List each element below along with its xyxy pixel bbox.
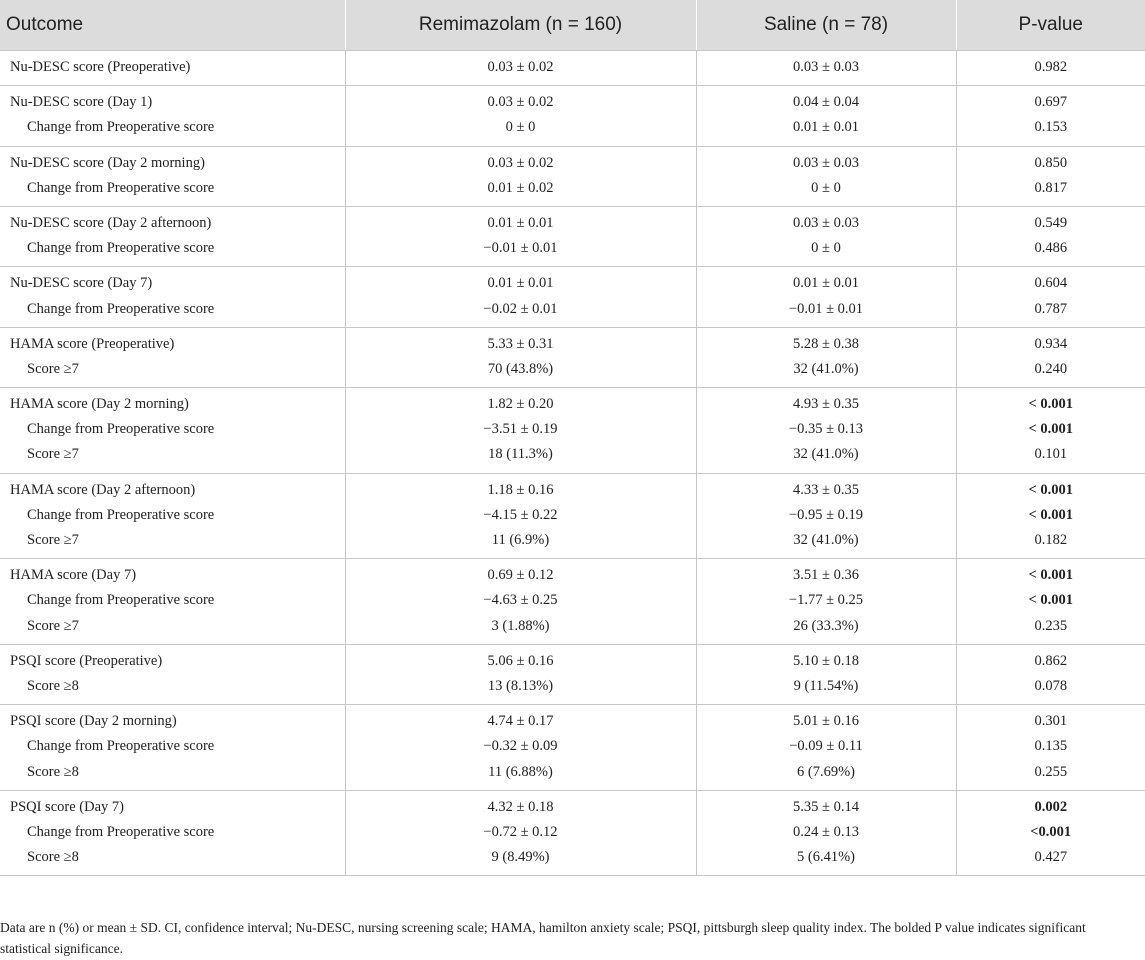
saline-value: 0.01 ± 0.01 <box>793 119 859 136</box>
remimazolam-cell <box>345 51 696 86</box>
remimazolam-value: 0.69 ± 0.12 <box>487 567 554 584</box>
p-value-cell <box>956 559 1145 645</box>
saline-cell <box>696 86 956 146</box>
p-value: 0.850 <box>1034 154 1068 171</box>
sub-outcome-label: Change from Preoperative score <box>27 592 215 609</box>
p-value: < 0.001 <box>1028 506 1073 523</box>
saline-value: 32 (41.0%) <box>793 446 859 463</box>
saline-cell <box>696 206 956 266</box>
sub-outcome-label: Score ≥7 <box>27 617 79 634</box>
p-value: 0.934 <box>1034 335 1068 352</box>
p-value: 0.078 <box>1034 677 1068 694</box>
outcome-label: Nu-DESC score (Day 2 afternoon) <box>10 214 212 231</box>
p-value: 0.182 <box>1034 532 1068 548</box>
outcome-label: Nu-DESC score (Day 2 morning) <box>10 154 205 171</box>
remimazolam-value: 11 (6.9%) <box>491 532 550 548</box>
p-value: 0.862 <box>1034 652 1068 669</box>
table-body <box>0 51 1145 876</box>
remimazolam-value: 0.03 ± 0.02 <box>487 59 554 75</box>
outcome-cell <box>0 267 345 327</box>
outcome-label: PSQI score (Preoperative) <box>10 652 163 669</box>
remimazolam-cell <box>345 146 696 206</box>
p-value: 0.135 <box>1034 738 1068 755</box>
p-value-cell <box>956 644 1145 704</box>
p-value: 0.697 <box>1034 94 1068 111</box>
remimazolam-value: 5.06 ± 0.16 <box>487 652 554 669</box>
table-row <box>0 206 1145 266</box>
header-row <box>0 0 1145 51</box>
remimazolam-value: −0.32 ± 0.09 <box>483 738 558 755</box>
saline-cell <box>696 559 956 645</box>
table-row <box>0 267 1145 327</box>
remimazolam-value: 9 (8.49%) <box>491 849 550 866</box>
remimazolam-value: −0.01 ± 0.01 <box>483 240 558 257</box>
outcome-label: HAMA score (Day 2 afternoon) <box>10 481 196 498</box>
p-value: 0.255 <box>1034 763 1068 780</box>
outcome-cell <box>0 86 345 146</box>
saline-value: 26 (33.3%) <box>793 617 859 634</box>
saline-cell <box>696 790 956 876</box>
remimazolam-value: 5.33 ± 0.31 <box>487 335 554 352</box>
remimazolam-cell <box>345 705 696 791</box>
table-header <box>0 0 1145 51</box>
sub-outcome-label: Score ≥8 <box>27 763 79 780</box>
outcome-cell <box>0 327 345 387</box>
remimazolam-cell <box>345 388 696 474</box>
saline-value: 0 ± 0 <box>811 179 841 196</box>
table-row <box>0 559 1145 645</box>
remimazolam-value: 1.82 ± 0.20 <box>487 396 554 413</box>
header-p-value: P-value <box>956 0 1145 51</box>
remimazolam-value: 11 (6.88%) <box>488 763 553 780</box>
p-value-cell <box>956 327 1145 387</box>
outcome-label: PSQI score (Day 2 morning) <box>10 713 177 730</box>
sub-outcome-label: Change from Preoperative score <box>27 240 215 257</box>
p-value: 0.486 <box>1034 240 1068 257</box>
p-value-cell <box>956 51 1145 86</box>
outcome-cell <box>0 388 345 474</box>
saline-value: 0.01 ± 0.01 <box>793 275 859 292</box>
p-value-cell <box>956 206 1145 266</box>
saline-value: 0.04 ± 0.04 <box>793 94 859 111</box>
p-value-cell <box>956 473 1145 559</box>
remimazolam-cell <box>345 644 696 704</box>
table-row <box>0 86 1145 146</box>
saline-value: −0.35 ± 0.13 <box>788 421 864 438</box>
saline-cell <box>696 267 956 327</box>
remimazolam-value: −0.72 ± 0.12 <box>483 823 558 840</box>
table-row <box>0 146 1145 206</box>
p-value-cell <box>956 267 1145 327</box>
remimazolam-value: 18 (11.3%) <box>488 446 553 463</box>
p-value: 0.982 <box>1034 59 1068 75</box>
table-row <box>0 705 1145 791</box>
p-value-cell <box>956 388 1145 474</box>
remimazolam-value: 3 (1.88%) <box>491 617 550 634</box>
remimazolam-cell <box>345 267 696 327</box>
sub-outcome-label: Score ≥7 <box>27 446 79 463</box>
sub-outcome-label: Score ≥7 <box>27 360 79 377</box>
p-value: 0.240 <box>1034 360 1068 377</box>
p-value: 0.604 <box>1034 275 1068 292</box>
p-value: 0.101 <box>1034 446 1068 463</box>
table-footnote: Data are n (%) or mean ± SD. CI, confidence interval; Nu-DESC, nursing screening scale; HAMA, hamilton anxiety scale; PSQI, pittsburgh sleep quality index. The bolded P value indicates significant statistical significance. <box>0 920 1086 956</box>
outcome-cell <box>0 644 345 704</box>
p-value: 0.787 <box>1034 300 1068 317</box>
saline-value: 4.33 ± 0.35 <box>793 481 859 498</box>
remimazolam-value: 13 (8.13%) <box>487 677 554 694</box>
sub-outcome-label: Change from Preoperative score <box>27 300 215 317</box>
remimazolam-cell <box>345 473 696 559</box>
sub-outcome-label: Score ≥8 <box>27 849 79 866</box>
p-value: < 0.001 <box>1028 421 1073 438</box>
sub-outcome-label: Change from Preoperative score <box>27 506 215 523</box>
outcome-cell <box>0 51 345 86</box>
outcome-label: Nu-DESC score (Preoperative) <box>10 59 191 75</box>
table-row <box>0 790 1145 876</box>
remimazolam-value: −4.63 ± 0.25 <box>483 592 558 609</box>
p-value: <0.001 <box>1030 823 1072 840</box>
outcome-cell <box>0 206 345 266</box>
remimazolam-value: −0.02 ± 0.01 <box>483 300 558 317</box>
saline-cell <box>696 327 956 387</box>
table-row <box>0 473 1145 559</box>
remimazolam-value: 0.01 ± 0.01 <box>487 214 554 231</box>
table-row <box>0 327 1145 387</box>
p-value-cell <box>956 146 1145 206</box>
remimazolam-value: 0 ± 0 <box>505 119 536 136</box>
saline-value: 0.03 ± 0.03 <box>793 214 859 231</box>
remimazolam-value: 1.18 ± 0.16 <box>487 481 554 498</box>
saline-value: 5.10 ± 0.18 <box>793 652 859 669</box>
header-saline: Saline (n = 78) <box>696 0 956 51</box>
saline-value: −0.01 ± 0.01 <box>788 300 864 317</box>
table-row <box>0 51 1145 86</box>
saline-value: −0.09 ± 0.11 <box>789 738 863 755</box>
remimazolam-value: −3.51 ± 0.19 <box>483 421 558 438</box>
outcome-label: HAMA score (Preoperative) <box>10 335 175 352</box>
outcome-cell <box>0 559 345 645</box>
sub-outcome-label: Change from Preoperative score <box>27 738 215 755</box>
p-value: 0.235 <box>1034 617 1068 634</box>
outcome-label: Nu-DESC score (Day 1) <box>10 94 153 111</box>
p-value: 0.153 <box>1034 119 1068 136</box>
remimazolam-cell <box>345 86 696 146</box>
remimazolam-cell <box>345 559 696 645</box>
outcome-label: HAMA score (Day 7) <box>10 567 137 584</box>
p-value: 0.301 <box>1034 713 1068 730</box>
header-remimazolam: Remimazolam (n = 160) <box>345 0 696 51</box>
p-value: < 0.001 <box>1028 567 1073 584</box>
remimazolam-value: 0.03 ± 0.02 <box>487 94 554 111</box>
saline-value: 4.93 ± 0.35 <box>793 396 859 413</box>
p-value: 0.002 <box>1034 798 1068 815</box>
saline-value: 3.51 ± 0.36 <box>793 567 859 584</box>
p-value: < 0.001 <box>1028 396 1073 413</box>
saline-value: 5.01 ± 0.16 <box>793 713 859 730</box>
remimazolam-value: 0.01 ± 0.02 <box>487 179 554 196</box>
outcome-cell <box>0 473 345 559</box>
saline-value: 0.24 ± 0.13 <box>793 823 859 840</box>
remimazolam-value: 0.01 ± 0.01 <box>487 275 554 292</box>
p-value: 0.427 <box>1034 849 1068 866</box>
outcome-cell <box>0 790 345 876</box>
saline-cell <box>696 388 956 474</box>
saline-value: −0.95 ± 0.19 <box>788 506 864 523</box>
table-row <box>0 644 1145 704</box>
outcome-cell <box>0 705 345 791</box>
remimazolam-cell <box>345 206 696 266</box>
remimazolam-value: 70 (43.8%) <box>487 360 554 377</box>
sub-outcome-label: Change from Preoperative score <box>27 179 215 196</box>
sub-outcome-label: Score ≥7 <box>27 532 79 548</box>
p-value-cell <box>956 86 1145 146</box>
remimazolam-value: 4.74 ± 0.17 <box>487 713 554 730</box>
saline-value: 6 (7.69%) <box>797 763 855 780</box>
saline-cell <box>696 473 956 559</box>
saline-value: 32 (41.0%) <box>793 532 859 548</box>
saline-cell <box>696 51 956 86</box>
remimazolam-value: 0.03 ± 0.02 <box>487 154 554 171</box>
sub-outcome-label: Change from Preoperative score <box>27 119 215 136</box>
sub-outcome-label: Change from Preoperative score <box>27 421 215 438</box>
saline-value: 9 (11.54%) <box>793 677 859 694</box>
sub-outcome-label: Score ≥8 <box>27 677 79 694</box>
saline-value: 0.03 ± 0.03 <box>793 59 859 75</box>
saline-value: −1.77 ± 0.25 <box>788 592 864 609</box>
p-value: 0.817 <box>1034 179 1068 196</box>
remimazolam-cell <box>345 790 696 876</box>
remimazolam-value: 4.32 ± 0.18 <box>487 798 554 815</box>
p-value-cell <box>956 790 1145 876</box>
p-value: 0.549 <box>1034 214 1068 231</box>
saline-value: 0.03 ± 0.03 <box>793 154 859 171</box>
outcome-label: PSQI score (Day 7) <box>10 798 124 815</box>
table-row <box>0 388 1145 474</box>
remimazolam-cell <box>345 327 696 387</box>
outcome-label: HAMA score (Day 2 morning) <box>10 396 189 413</box>
saline-cell <box>696 146 956 206</box>
saline-cell <box>696 705 956 791</box>
outcome-label: Nu-DESC score (Day 7) <box>10 275 153 292</box>
saline-value: 0 ± 0 <box>811 240 841 257</box>
saline-value: 32 (41.0%) <box>793 360 859 377</box>
sub-outcome-label: Change from Preoperative score <box>27 823 215 840</box>
p-value-cell <box>956 705 1145 791</box>
saline-value: 5 (6.41%) <box>797 849 855 866</box>
saline-value: 5.35 ± 0.14 <box>793 798 859 815</box>
remimazolam-value: −4.15 ± 0.22 <box>483 506 558 523</box>
saline-value: 5.28 ± 0.38 <box>793 335 859 352</box>
header-outcome: Outcome <box>0 0 345 51</box>
saline-cell <box>696 644 956 704</box>
p-value: < 0.001 <box>1028 481 1073 498</box>
outcome-cell <box>0 146 345 206</box>
p-value: < 0.001 <box>1028 592 1073 609</box>
